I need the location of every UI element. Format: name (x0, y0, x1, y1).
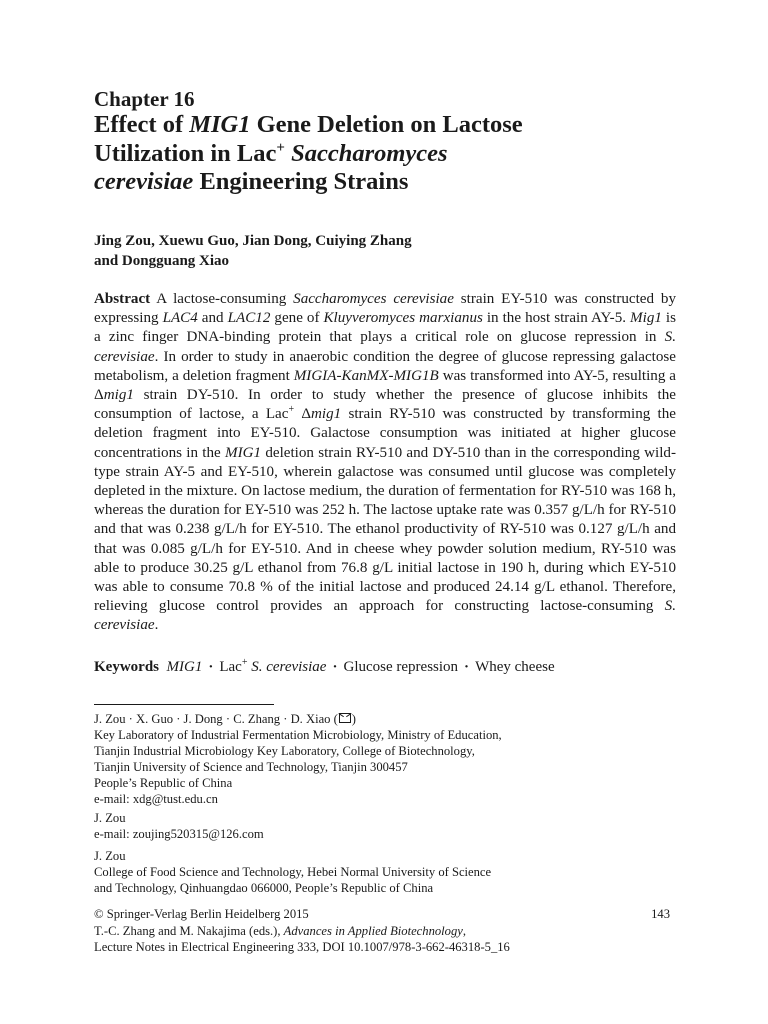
keywords (94, 658, 676, 677)
affiliation-author: J. Zou (94, 849, 126, 863)
keyword: MIG1 (166, 659, 203, 675)
abstract-text: Δ (294, 406, 312, 423)
keyword-separator: · (332, 659, 338, 675)
abstract-text: is a zinc finger DNA-binding protein that plays a critical role on glucose repression in (94, 310, 676, 346)
abstract-text: strain RY-510 was constructed by transforming the deletion fragment into EY-510. Galactose consumption was initiated at higher glucose concentrations in the (94, 406, 676, 461)
affiliation-email: e-mail: zoujing520315@126.com (94, 827, 264, 841)
keyword: S. cerevisiae (251, 659, 327, 675)
affiliation-author: J. Zou (94, 811, 126, 825)
keyword-separator: · (464, 659, 470, 675)
title-species: Saccharomyces (284, 139, 448, 167)
author-line: Jing Zou, Xuewu Guo, Jian Dong, Cuiying Zhang (94, 233, 412, 249)
abstract-text: . In order to study in anaerobic condition the degree of glucose repressing galactose metabolism, a deletion fragment (94, 348, 676, 384)
title-gene-name: MIG1 (189, 111, 251, 138)
chapter-label: Chapter 16 (94, 87, 195, 111)
affiliation-line: People’s Republic of China (94, 776, 233, 790)
abstract-text: strain DY-510. In order to study whether the presence of glucose inhibits the consumption of lactose, a Lac (94, 387, 676, 423)
affiliation-block (94, 848, 676, 896)
title-part: Gene Deletion on Lactose (250, 111, 523, 138)
affiliation-email: e-mail: xdg@tust.edu.cn (94, 792, 218, 806)
citation-text: , (462, 923, 467, 938)
abstract-text: strain EY-510 was constructed by expressing (94, 291, 676, 327)
title-part: Utilization in Lac (94, 139, 277, 167)
abstract-text: deletion strain RY-510 and DY-510 than in the corresponding wild-type strain AY-5 and EY-510, wherein galactose was consumed until glucose was completely depleted in the mixture. On lactose medium, the duration of fermentation for RY-510 was 168 h, whereas the duration for EY-510 was 252 h. The lactose uptake rate was 0.357 g/L/h for RY-510 and that was 0.238 g/L/h for EY-510. The ethanol productivity of RY-510 was 0.127 g/L/h and that was 0.085 g/L/h for EY-510. And in cheese whey powder solution medium, RY-510 was able to produce 30.25 g/L ethanol from 76.8 g/L initial lactose in 190 h, during which EY-510 was able to consume 70.8 % of the initial lactose and produced 24.14 g/L ethanol. Therefore, relieving glucose control provides an approach for constructing lactose-consuming (94, 444, 677, 615)
affiliation-block (94, 810, 676, 842)
abstract-italic: S. cerevisiae (94, 329, 676, 365)
keywords-heading: Keywords (94, 659, 159, 675)
abstract-heading: Abstract (94, 291, 151, 307)
footnote-rule (94, 704, 274, 705)
keyword-separator: · (208, 659, 214, 675)
abstract-italic: Kluyveromyces marxianus (323, 310, 483, 327)
title-part: Effect of (94, 111, 190, 138)
paper-page (94, 0, 676, 1024)
abstract-superscript: + (288, 404, 295, 416)
abstract-text: . (154, 617, 159, 634)
affiliation-line: Tianjin Industrial Microbiology Key Laboratory, College of Biotechnology, (94, 744, 475, 758)
abstract-italic: Mig1 (630, 310, 662, 327)
copyright-line: © Springer-Verlag Berlin Heidelberg 2015 (94, 907, 309, 921)
affiliation-line: Tianjin University of Science and Technology, Tianjin 300457 (94, 760, 408, 774)
abstract-text: was transformed into AY-5, resulting a Δ (94, 367, 677, 404)
affiliation-text: J. Zou · X. Guo · J. Dong · C. Zhang · D. Xiao ( (94, 712, 338, 726)
abstract-italic: MIG1 (225, 444, 262, 461)
copyright-block (94, 906, 676, 956)
affiliation-line: Key Laboratory of Industrial Fermentation Microbiology, Ministry of Education, (94, 728, 502, 742)
envelope-icon (339, 713, 351, 723)
abstract-italic: S. cerevisiae (94, 598, 676, 634)
citation-line (94, 923, 676, 940)
title-superscript: + (276, 139, 285, 156)
abstract-text: and (197, 310, 228, 327)
author-line: and Dongguang Xiao (94, 253, 230, 269)
abstract-italic: mig1 (311, 406, 342, 423)
abstract-italic: MIGIA-KanMX-MIG1B (293, 367, 439, 384)
abstract-text: in the host strain AY-5. (482, 310, 631, 327)
abstract-italic: mig1 (103, 387, 134, 404)
affiliation-line: College of Food Science and Technology, Hebei Normal University of Science (94, 865, 492, 879)
citation-text: T.-C. Zhang and M. Nakajima (eds.), (94, 923, 284, 938)
title-part: Engineering Strains (193, 168, 409, 195)
abstract-italic: Saccharomyces cerevisiae (293, 291, 454, 307)
affiliation-authors (94, 711, 676, 727)
affiliation-line: and Technology, Qinhuangdao 066000, People’s Republic of China (94, 881, 434, 895)
keyword: Lac (219, 659, 242, 675)
doi-line: Lecture Notes in Electrical Engineering 333, DOI 10.1007/978-3-662-46318-5_16 (94, 940, 510, 954)
page-number: 143 (651, 907, 670, 921)
abstract-text: gene of (270, 310, 324, 327)
chapter-title (94, 111, 654, 197)
affiliation-block (94, 711, 676, 807)
affiliation-text: ) (351, 712, 356, 726)
keyword: Whey cheese (475, 659, 555, 675)
abstract-text: A lactose-consuming (150, 291, 294, 307)
author-list (94, 231, 654, 271)
book-title: Advances in Applied Biotechnology (283, 923, 463, 938)
keyword: Glucose repression (343, 659, 459, 675)
title-species: cerevisiae (94, 168, 194, 195)
abstract (94, 290, 676, 636)
abstract-italic: LAC12 (227, 310, 271, 327)
keyword-superscript: + (241, 657, 248, 668)
abstract-italic: LAC4 (162, 310, 198, 327)
